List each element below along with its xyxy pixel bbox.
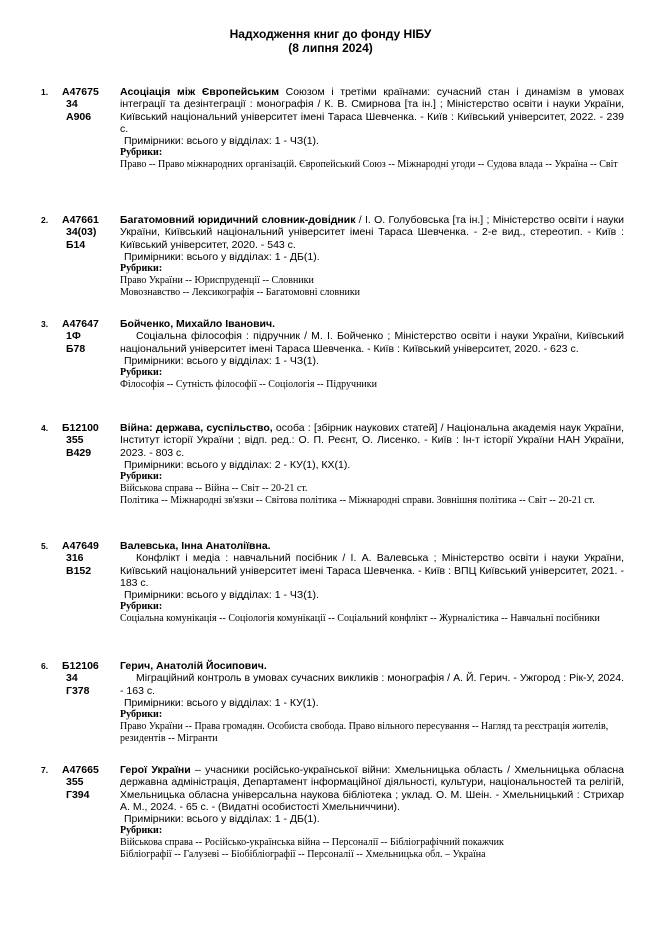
entry-details: Союзом і третіми країнами: сучасний стан і динамізм в умовах інтеграції та дезінтеграції : монографія / К. В. Смирнова [та ін.] ; Міністерство освіти і науки України, Київський національний університет імені Тараса Шевченка. - Київ : Київський університет, 2022. - 239 с. [120, 86, 624, 135]
entry-body [120, 86, 624, 171]
bibliographic-description [120, 318, 624, 355]
bibliographic-description [120, 86, 624, 135]
entry-details: особа : [збірник наукових статей] / Національна академія наук України, Інститут історії України ; відп. ред.: О. П. Реєнт, О. Лисенко. - Київ : Ін-т історії України НАН України, 2023. - 803 с. [120, 422, 624, 459]
entry-body [120, 214, 624, 299]
rubric-line: Військова справа -- Російсько-українська війна -- Персоналії -- Бібліографічний покажчик [120, 837, 504, 849]
inventory-number: Б12106 [62, 660, 99, 672]
author-mark: Б78 [66, 342, 86, 355]
rubric-line: Бібліографії -- Галузеві -- Біобібліографії -- Персоналії -- Хмельницька обл. – Україна [120, 849, 486, 861]
inventory-number: А47661 [62, 214, 99, 226]
rubric-line: Право -- Право міжнародних організацій. Європейський Союз -- Міжнародні угоди -- Судова влада -- Україна -- Світ [120, 159, 618, 171]
entry-heading: Валевська, Інна Анатоліївна. [120, 540, 271, 552]
classification-index: 34 [66, 98, 78, 111]
catalog-entry [0, 540, 661, 660]
entry-heading: Багатомовний юридичний словник-довідник [120, 214, 356, 226]
entry-details: Міграційний контроль в умовах сучасних викликів : монографія / А. Й. Герич. - Ужгород : Рік-У, 2024. - 163 с. [120, 672, 624, 697]
shelf-code [62, 764, 118, 801]
rubrics-label: Рубрики: [120, 601, 163, 613]
page-title [0, 27, 661, 55]
entry-number: 2. [41, 215, 49, 225]
title-line-1: Надходження книг до фонду НІБУ [229, 27, 432, 41]
classification-index: 355 [66, 434, 84, 447]
rubric-line: Військова справа -- Війна -- Світ -- 20-21 ст. [120, 483, 308, 495]
bibliographic-description [120, 214, 624, 251]
entry-details: Соціальна філософія : підручник / М. І. Бойченко ; Міністерство освіти і науки України, Київський національний університет імені Тараса Шевченка. - Київ : Київський університет, 2020. - 623 с. [120, 330, 624, 355]
bibliographic-description [120, 540, 624, 589]
shelf-code [62, 540, 118, 577]
entry-heading: Герої України [120, 764, 191, 776]
rubrics-label: Рубрики: [120, 825, 163, 837]
rubric-line: Філософія -- Сутність філософії -- Соціологія -- Підручники [120, 379, 377, 391]
copies-info: Примірники: всього у відділах: 1 - ЧЗ(1). [124, 135, 319, 148]
classification-index: 355 [66, 776, 84, 789]
author-mark: В429 [66, 446, 92, 459]
inventory-number: А47649 [62, 540, 99, 552]
author-mark: Г378 [66, 684, 90, 697]
entry-heading: Асоціація між Європейським [120, 86, 279, 98]
inventory-number: А47665 [62, 764, 99, 776]
entry-number: 3. [41, 319, 49, 329]
bibliographic-description [120, 422, 624, 459]
copies-info: Примірники: всього у відділах: 1 - ДБ(1). [124, 813, 320, 826]
copies-info: Примірники: всього у відділах: 1 - КУ(1). [124, 696, 319, 709]
rubrics-label: Рубрики: [120, 147, 163, 159]
bibliographic-description [120, 660, 624, 697]
shelf-code [62, 86, 118, 123]
title-line-2: (8 липня 2024) [288, 41, 373, 55]
entry-number: 5. [41, 541, 49, 551]
classification-index: 34 [66, 672, 78, 685]
shelf-code [62, 422, 118, 459]
entry-number: 1. [41, 87, 49, 97]
entry-number: 4. [41, 423, 49, 433]
catalog-entry [0, 86, 661, 214]
copies-info: Примірники: всього у відділах: 1 - ЧЗ(1). [124, 589, 319, 602]
inventory-number: А47647 [62, 318, 99, 330]
entry-heading: Війна: держава, суспільство, [120, 422, 273, 434]
entry-heading: Герич, Анатолій Йосипович. [120, 660, 267, 672]
shelf-code [62, 318, 118, 355]
entry-body [120, 764, 624, 861]
entry-heading: Бойченко, Михайло Іванович. [120, 318, 276, 330]
classification-index: 316 [66, 552, 84, 565]
entry-body [120, 540, 624, 625]
catalog-entry [0, 764, 661, 874]
author-mark: Б14 [66, 238, 86, 251]
catalog-entry [0, 422, 661, 540]
shelf-code [62, 214, 118, 251]
catalog-entry [0, 318, 661, 422]
entry-body [120, 318, 624, 391]
rubrics-label: Рубрики: [120, 263, 163, 275]
copies-info: Примірники: всього у відділах: 1 - ЧЗ(1). [124, 354, 319, 367]
rubric-line: Право України -- Юриспруденції -- Словники [120, 275, 314, 287]
rubric-line: Соціальна комунікація -- Соціологія комунікації -- Соціальний конфлікт -- Журналістика -- Навчальні посібники [120, 613, 600, 625]
catalog-entry [0, 214, 661, 318]
inventory-number: А47675 [62, 86, 99, 98]
copies-info: Примірники: всього у відділах: 2 - КУ(1), КХ(1). [124, 458, 351, 471]
author-mark: Г394 [66, 788, 90, 801]
entry-body [120, 422, 624, 507]
rubric-line: Політика -- Міжнародні зв'язки -- Світова політика -- Міжнародні справи. Зовнішня політика -- Світ -- 20-21 ст. [120, 495, 595, 507]
entry-details: / І. О. Голубовська [та ін.] ; Міністерство освіти і науки України, Київський національний університет імені Тараса Шевченка. - 2-е вид., стереотип. - Київ : Київський університет, 2020. - 543 с. [120, 214, 624, 251]
shelf-code [62, 660, 118, 697]
entry-details: – учасники російсько-української війни: Хмельницька область / Хмельницька обласна державна адміністрація, Департамент інформаційної діяльності, культури, національностей та релігій, Хмельницька обласна універсальна наукова бібліотека ; уклад. О. М. Шеін. - Хмельницький : Стрихар А. М., 2024. - 65 с. - (Видатні особистості Хмельниччини). [120, 764, 624, 813]
author-mark: В152 [66, 564, 92, 577]
rubrics-label: Рубрики: [120, 471, 163, 483]
inventory-number: Б12100 [62, 422, 99, 434]
classification-index: 1Ф [66, 330, 81, 343]
catalog-entry [0, 660, 661, 764]
rubric-line: Право України -- Права громадян. Особиста свобода. Право вільного пересування -- Нагляд та реєстрація жителів, резидентів -- Мігранти [120, 721, 609, 745]
rubrics-label: Рубрики: [120, 709, 163, 721]
copies-info: Примірники: всього у відділах: 1 - ДБ(1). [124, 250, 320, 263]
entry-list [0, 86, 661, 874]
rubric-line: Мовознавство -- Лексикографія -- Багатомовні словники [120, 287, 361, 299]
entry-number: 7. [41, 765, 49, 775]
classification-index: 34(03) [66, 226, 97, 239]
entry-body [120, 660, 624, 745]
entry-number: 6. [41, 661, 49, 671]
author-mark: А906 [66, 110, 92, 123]
bibliographic-description [120, 764, 624, 813]
entry-details: Конфлікт і медіа : навчальний посібник / І. А. Валевська ; Міністерство освіти і науки України, Київський національний університет імені Тараса Шевченка. - Київ : ВПЦ Київський університет, 2021. - 183 с. [120, 552, 624, 589]
rubrics-label: Рубрики: [120, 367, 163, 379]
